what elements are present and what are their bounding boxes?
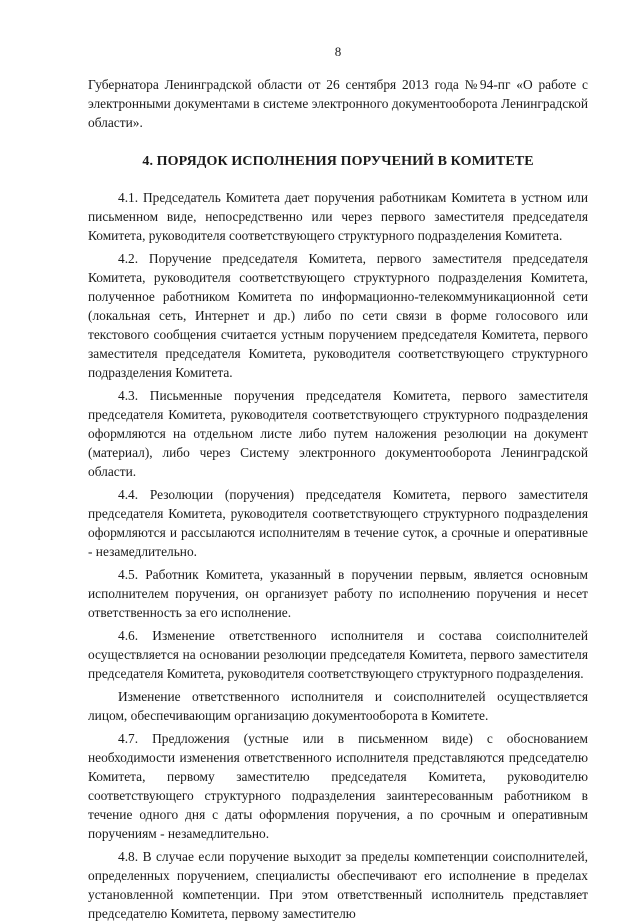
paragraph-4-4: 4.4. Резолюции (поручения) председателя Комитета, первого заместителя председателя Комитета, руководителя соответствующего структурного подразделения оформляются и рассылаются исполнителям в течение суток, а срочные и оперативные - незамедлительно.	[88, 487, 588, 559]
paragraph-4-6: 4.6. Изменение ответственного исполнителя и состава соисполнителей осуществляется на основании резолюции председателя Комитета, первого заместителя председателя Комитета, руководителя соответствующего структурного подразделения.	[88, 628, 588, 681]
paragraph-4-6-continued: Изменение ответственного исполнителя и соисполнителей осуществляется лицом, обеспечивающим организацию документооборота в Комитете.	[88, 689, 588, 723]
section-heading: 4. ПОРЯДОК ИСПОЛНЕНИЯ ПОРУЧЕНИЙ В КОМИТЕТЕ	[142, 154, 534, 169]
intro-paragraph: Губернатора Ленинградской области от 26 сентября 2013 года №94-пг «О работе с электронными документами в системе электронного документооборота Ленинградской области».	[88, 77, 588, 130]
paragraph-4-2: 4.2. Поручение председателя Комитета, первого заместителя председателя Комитета, руководителя соответствующего структурного подразделения Комитета, полученное работником Комитета по информационно-телекоммуникационной сети (локальная сеть, Интернет и др.) либо по сети связи в форме голосового или текстового сообщения считается устным поручением председателя Комитета, первого заместителя председателя Комитета, руководителя соответствующего структурного подразделения Комитета.	[88, 251, 588, 380]
paragraph-4-3: 4.3. Письменные поручения председателя Комитета, первого заместителя председателя Комитета, руководителя соответствующего структурного подразделения оформляются на отдельном листе либо путем наложения резолюции на документ (материал), либо через Систему электронного документооборота Ленинградской области.	[88, 388, 588, 479]
paragraph-4-1: 4.1. Председатель Комитета дает поручения работникам Комитета в устном или письменном виде, непосредственно или через первого заместителя председателя Комитета, руководителя соответствующего структурного подразделения Комитета.	[88, 190, 588, 243]
paragraph-4-5: 4.5. Работник Комитета, указанный в поручении первым, является основным исполнителем поручения, он организует работу по исполнению поручения и несет ответственность за его исполнение.	[88, 567, 588, 620]
paragraph-4-7: 4.7. Предложения (устные или в письменном виде) с обоснованием необходимости изменения ответственного исполнителя представляются председателю Комитета, первому заместителю председателя Комитета, руководителю соответствующего структурного подразделения заинтересованным работником в течение одного дня с даты оформления поручения, а по срочным и оперативным поручениям - незамедлительно.	[88, 731, 588, 841]
page-number: 8	[334, 44, 342, 59]
paragraph-4-8: 4.8. В случае если поручение выходит за пределы компетенции соисполнителей, определенных поручением, специалисты обеспечивают его исполнение в пределах установленной компетенции. При этом ответственный исполнитель представляет председателю Комитета, первому заместителю	[88, 849, 588, 921]
